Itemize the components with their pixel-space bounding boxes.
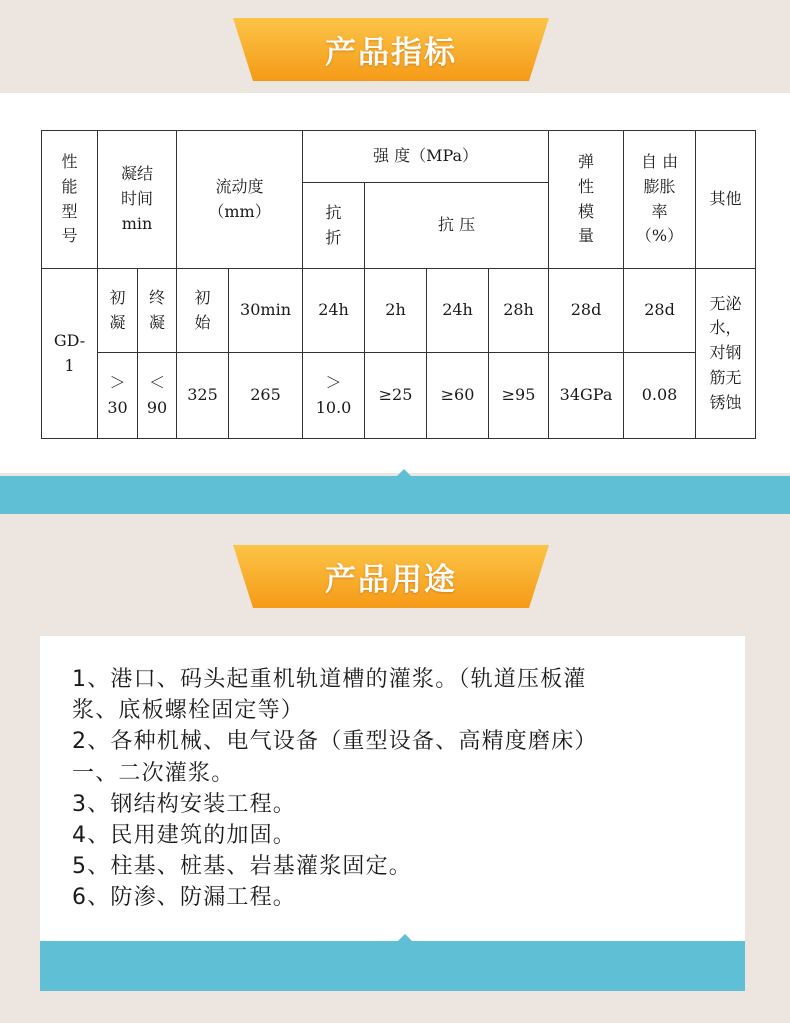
teal-bar-notch [397,469,411,476]
cell-fluidity-initial-label: 初 始 [177,269,229,353]
teal-footer-bar [40,941,745,991]
header-elastic-modulus: 弹 性 模 量 [549,131,624,269]
cell-other: 无泌 水， 对钢 筋无 锈蚀 [696,269,756,439]
cell-initial-set-value: ＞ 30 [98,353,138,439]
uses-line: 浆、底板螺栓固定等） [72,698,305,724]
cell-comp-24h-label: 24h [427,269,489,353]
section-title-specs: 产品指标 [325,35,457,71]
cell-modulus-value: 34GPa [549,353,624,439]
header-flexural: 抗 折 [303,183,365,269]
teal-divider-bar [0,476,790,514]
header-model: 性 能 型 号 [42,131,98,269]
cell-comp-2h-value: ≥25 [365,353,427,439]
cell-comp-2h-label: 2h [365,269,427,353]
section-title-uses: 产品用途 [325,562,457,598]
cell-comp-28h-label: 28h [489,269,549,353]
cell-fluidity-30min-label: 30min [229,269,303,353]
header-free-expansion: 自 由 膨胀 率 （%） [624,131,696,269]
uses-list [72,664,722,914]
uses-line: 2、各种机械、电气设备（重型设备、高精度磨床） [72,729,598,755]
cell-initial-set-label: 初 凝 [98,269,138,353]
cell-comp-24h-value: ≥60 [427,353,489,439]
section-banner-specs [233,18,549,81]
header-other: 其他 [696,131,756,269]
uses-line: 6、防渗、防漏工程。 [72,885,296,911]
uses-line: 一、二次灌浆。 [72,760,235,786]
header-strength: 强 度（MPa） [303,131,549,183]
uses-line: 3、钢结构安装工程。 [72,791,296,817]
uses-line: 5、柱基、桩基、岩基灌浆固定。 [72,854,412,880]
cell-modulus-age: 28d [549,269,624,353]
cell-expansion-age: 28d [624,269,696,353]
cell-model: GD- 1 [42,269,98,439]
cell-comp-28h-value: ≥95 [489,353,549,439]
cell-final-set-label: 终 凝 [138,269,177,353]
uses-line: 1、港口、码头起重机轨道槽的灌浆。（轨道压板灌 [72,667,587,692]
uses-line: 4、民用建筑的加固。 [72,823,296,849]
spec-table [41,130,756,439]
header-setting-time: 凝结 时间 min [98,131,177,269]
header-fluidity: 流动度 （mm） [177,131,303,269]
section-banner-uses [233,545,549,608]
cell-flexural-24h-label: 24h [303,269,365,353]
cell-flexural-24h-value: ＞ 10.0 [303,353,365,439]
header-compressive: 抗 压 [365,183,549,269]
cell-fluidity-initial-value: 325 [177,353,229,439]
cell-fluidity-30min-value: 265 [229,353,303,439]
teal-bar-notch [398,934,412,941]
cell-final-set-value: ＜ 90 [138,353,177,439]
cell-expansion-value: 0.08 [624,353,696,439]
